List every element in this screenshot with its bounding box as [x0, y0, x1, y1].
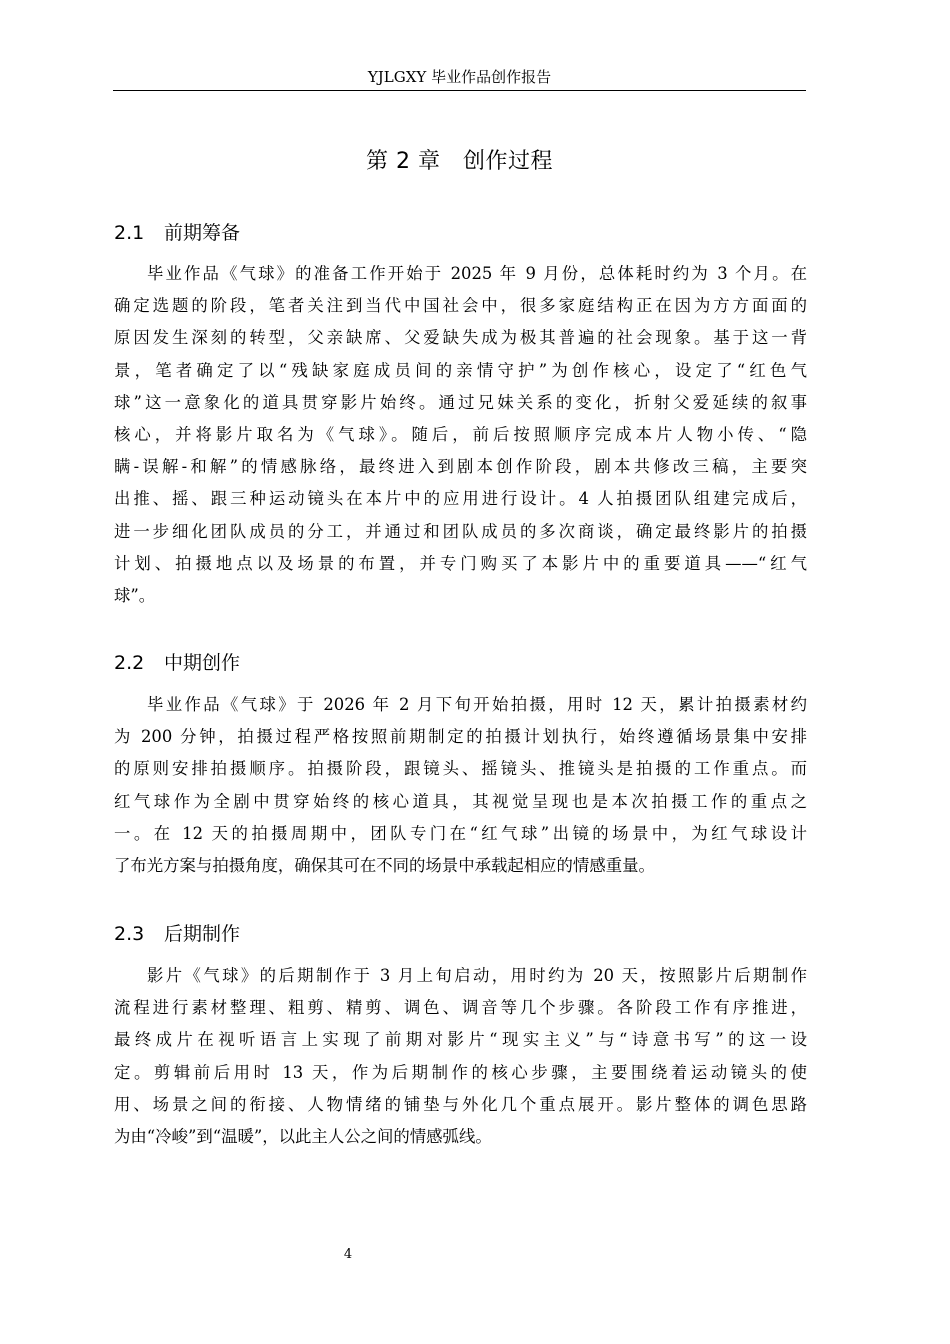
- section-number: 2.1: [114, 222, 145, 244]
- paragraph-line: 用、场景之间的衔接、人物情绪的铺垫与外化几个重点展开。影片整体的调色思路: [114, 1094, 807, 1114]
- section-title: 中期创作: [164, 652, 241, 674]
- section-heading-2-2: [114, 649, 240, 677]
- section-paragraph-2-1: [114, 258, 807, 612]
- paragraph-line: 核心，并将影片取名为《气球》。随后，前后按照顺序完成本片人物小传、“隐: [114, 424, 807, 444]
- paragraph-line: 原因发生深刻的转型，父亲缺席、父爱缺失成为极其普遍的社会现象。基于这一背: [114, 328, 807, 348]
- paragraph-line: 的原则安排拍摄顺序。拍摄阶段，跟镜头、摇镜头、推镜头是拍摄的工作重点。而: [114, 759, 807, 779]
- paragraph-line: 流程进行素材整理、粗剪、精剪、调色、调音等几个步骤。各阶段工作有序推进，: [114, 998, 807, 1018]
- paragraph-line: 球”这一意象化的道具贯穿影片始终。通过兄妹关系的变化，折射父爱延续的叙事: [114, 392, 807, 412]
- section-heading-2-3: [114, 920, 240, 948]
- page-number: 4: [343, 1247, 353, 1262]
- paragraph-line: 计划、拍摄地点以及场景的布置，并专门购买了本影片中的重要道具——“红气: [114, 553, 807, 573]
- paragraph-line: 毕业作品《气球》的准备工作开始于 2025 年 9 月份，总体耗时约为 3 个月。在: [147, 264, 807, 283]
- paragraph-line: 为由“冷峻”到“温暖”，以此主人公之间的情感弧线。: [114, 1126, 492, 1146]
- header-rule: [113, 90, 806, 91]
- section-paragraph-2-3: [114, 960, 807, 1153]
- paragraph-line: 瞒-误解-和解”的情感脉络，最终进入到剧本创作阶段，剧本共修改三稿，主要突: [114, 457, 807, 477]
- paragraph-line: 为 200 分钟，拍摄过程严格按照前期制定的拍摄计划执行，始终遵循场景集中安排: [114, 727, 807, 747]
- paragraph-line: 了布光方案与拍摄角度，确保其可在不同的场景中承载起相应的情感重量。: [114, 855, 655, 875]
- paragraph-line: 最终成片在视听语言上实现了前期对影片“现实主义”与“诗意书写”的这一设: [114, 1030, 807, 1050]
- paragraph-line: 球”。: [114, 585, 156, 605]
- paragraph-line: 出推、摇、跟三种运动镜头在本片中的应用进行设计。4 人拍摄团队组建完成后，: [114, 489, 807, 509]
- section-paragraph-2-2: [114, 689, 807, 882]
- paragraph-line: 定。剪辑前后用时 13 天，作为后期制作的核心步骤，主要围绕着运动镜头的使: [114, 1062, 807, 1082]
- section-heading-2-1: [114, 219, 240, 247]
- section-number: 2.2: [114, 652, 145, 674]
- paragraph-line: 进一步细化团队成员的分工，并通过和团队成员的多次商谈，确定最终影片的拍摄: [114, 521, 807, 541]
- paragraph-line: 景，笔者确定了以“残缺家庭成员间的亲情守护”为创作核心，设定了“红色气: [114, 360, 807, 380]
- section-number: 2.3: [114, 923, 145, 945]
- paragraph-line: 毕业作品《气球》于 2026 年 2 月下旬开始拍摄，用时 12 天，累计拍摄素材约: [147, 695, 807, 714]
- running-header: YJLGXY 毕业作品创作报告: [367, 68, 552, 86]
- paragraph-line: 影片《气球》的后期制作于 3 月上旬启动，用时约为 20 天，按照影片后期制作: [147, 966, 807, 985]
- paragraph-line: 一。在 12 天的拍摄周期中，团队专门在“红气球”出镜的场景中，为红气球设计: [114, 823, 807, 843]
- section-title: 前期筹备: [164, 222, 241, 244]
- paragraph-line: 确定选题的阶段，笔者关注到当代中国社会中，很多家庭结构正在因为方方面面的: [114, 296, 807, 316]
- chapter-title: 第 2 章 创作过程: [366, 149, 553, 174]
- section-title: 后期制作: [164, 923, 241, 945]
- paragraph-line: 红气球作为全剧中贯穿始终的核心道具，其视觉呈现也是本次拍摄工作的重点之: [114, 791, 807, 811]
